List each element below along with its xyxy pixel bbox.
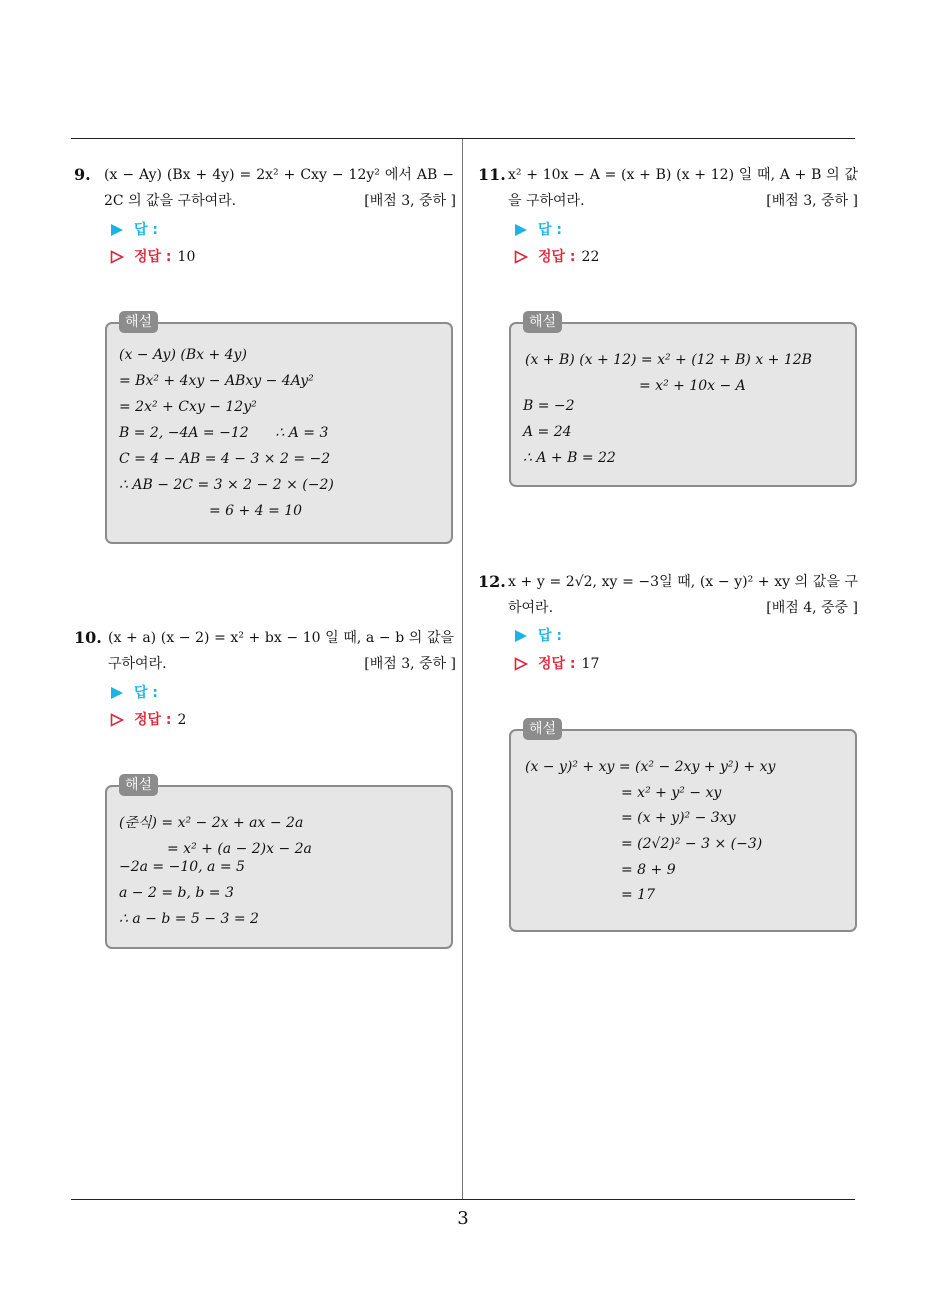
solution-line: C = 4 − AB = 4 − 3 × 2 = −2 xyxy=(119,451,331,467)
key-label: 정답 : xyxy=(134,712,172,728)
column-divider xyxy=(462,139,463,1200)
problem-11 xyxy=(478,162,858,272)
solution-line: a − 2 = b, b = 3 xyxy=(119,885,234,901)
solution-line: (x + B) (x + 12) = x² + (12 + B) x + 12B xyxy=(525,352,812,368)
solution-tab: 해설 xyxy=(119,311,158,333)
problem-text: x² + 10x − A = (x + B) (x + 12) 일 때, A + B 의 값을 구하여라. xyxy=(508,167,858,209)
outline-triangle-icon xyxy=(514,657,528,671)
key-label: 정답 : xyxy=(134,249,172,265)
key-line xyxy=(110,709,186,731)
problem-text: x + y = 2√2, xy = −3일 때, (x − y)² + xy 의 값을 구하여라. xyxy=(508,574,858,616)
solution-line: (x − y)² + xy = (x² − 2xy + y²) + xy xyxy=(525,759,776,775)
solution-box-10 xyxy=(105,777,453,949)
problem-number: 10. xyxy=(74,628,102,647)
outline-triangle-icon xyxy=(110,250,124,264)
solution-line: = x² + y² − xy xyxy=(621,785,722,801)
problem-text: (x − Ay) (Bx + 4y) = 2x² + Cxy − 12y² 에서 AB − 2C 의 값을 구하여라. xyxy=(104,167,454,209)
problem-meta: [배점 3, 중하 ] xyxy=(364,656,456,672)
answer-label: 답 : xyxy=(538,628,562,644)
answer-label: 답 : xyxy=(134,685,158,701)
solution-box-12 xyxy=(509,721,857,932)
problem-meta: [배점 3, 중하 ] xyxy=(364,193,456,209)
page-number: 3 xyxy=(457,1208,469,1229)
answer-line xyxy=(514,625,562,647)
solution-line: ∴ A + B = 22 xyxy=(523,450,616,466)
key-label: 정답 : xyxy=(538,249,576,265)
solution-line: = 8 + 9 xyxy=(621,862,676,878)
problem-number: 11. xyxy=(478,165,506,184)
solution-line: = x² + 10x − A xyxy=(639,378,746,394)
solution-line: = 17 xyxy=(621,887,655,903)
problem-meta: [배점 4, 중중 ] xyxy=(766,600,858,616)
solution-line: = x² + (a − 2)x − 2a xyxy=(167,841,312,857)
solution-line: B = −2 xyxy=(523,398,575,414)
problem-10 xyxy=(74,625,456,735)
problem-number: 12. xyxy=(478,572,506,591)
filled-triangle-icon xyxy=(110,223,124,237)
solution-tab: 해설 xyxy=(523,718,562,740)
bottom-rule xyxy=(71,1199,855,1200)
key-line xyxy=(514,246,599,268)
solution-line: = Bx² + 4xy − ABxy − 4Ay² xyxy=(119,373,314,389)
problem-12 xyxy=(478,569,858,679)
solution-tab: 해설 xyxy=(119,774,158,796)
solution-box-11 xyxy=(509,314,857,487)
key-value: 10 xyxy=(177,249,196,265)
solution-line: B = 2, −4A = −12 ∴ A = 3 xyxy=(119,425,329,441)
answer-label: 답 : xyxy=(538,222,562,238)
solution-line: = 6 + 4 = 10 xyxy=(209,503,303,519)
outline-triangle-icon xyxy=(110,713,124,727)
solution-tab: 해설 xyxy=(523,311,562,333)
key-line xyxy=(514,653,599,675)
problem-meta: [배점 3, 중하 ] xyxy=(766,193,858,209)
problem-text: (x + a) (x − 2) = x² + bx − 10 일 때, a − b 의 값을 구하여라. xyxy=(108,630,454,672)
filled-triangle-icon xyxy=(514,629,528,643)
solution-line: = (2√2)² − 3 × (−3) xyxy=(621,836,763,852)
key-line xyxy=(110,246,195,268)
key-label: 정답 : xyxy=(538,656,576,672)
solution-box-9 xyxy=(105,314,453,544)
solution-line: −2a = −10, a = 5 xyxy=(119,859,245,875)
key-value: 22 xyxy=(581,249,600,265)
solution-line: A = 24 xyxy=(523,424,572,440)
key-value: 2 xyxy=(177,712,187,728)
answer-line xyxy=(110,682,158,704)
solution-line: (준식) = x² − 2x + ax − 2a xyxy=(119,815,304,831)
answer-line xyxy=(110,219,158,241)
solution-line: ∴ AB − 2C = 3 × 2 − 2 × (−2) xyxy=(119,477,334,493)
answer-label: 답 : xyxy=(134,222,158,238)
answer-line xyxy=(514,219,562,241)
problem-9 xyxy=(74,162,456,272)
solution-line: = (x + y)² − 3xy xyxy=(621,810,736,826)
filled-triangle-icon xyxy=(110,686,124,700)
solution-line: = 2x² + Cxy − 12y² xyxy=(119,399,257,415)
top-rule xyxy=(71,138,855,139)
solution-line: ∴ a − b = 5 − 3 = 2 xyxy=(119,911,259,927)
solution-line: (x − Ay) (Bx + 4y) xyxy=(119,347,247,363)
key-value: 17 xyxy=(581,656,600,672)
outline-triangle-icon xyxy=(514,250,528,264)
problem-number: 9. xyxy=(74,165,91,184)
filled-triangle-icon xyxy=(514,223,528,237)
